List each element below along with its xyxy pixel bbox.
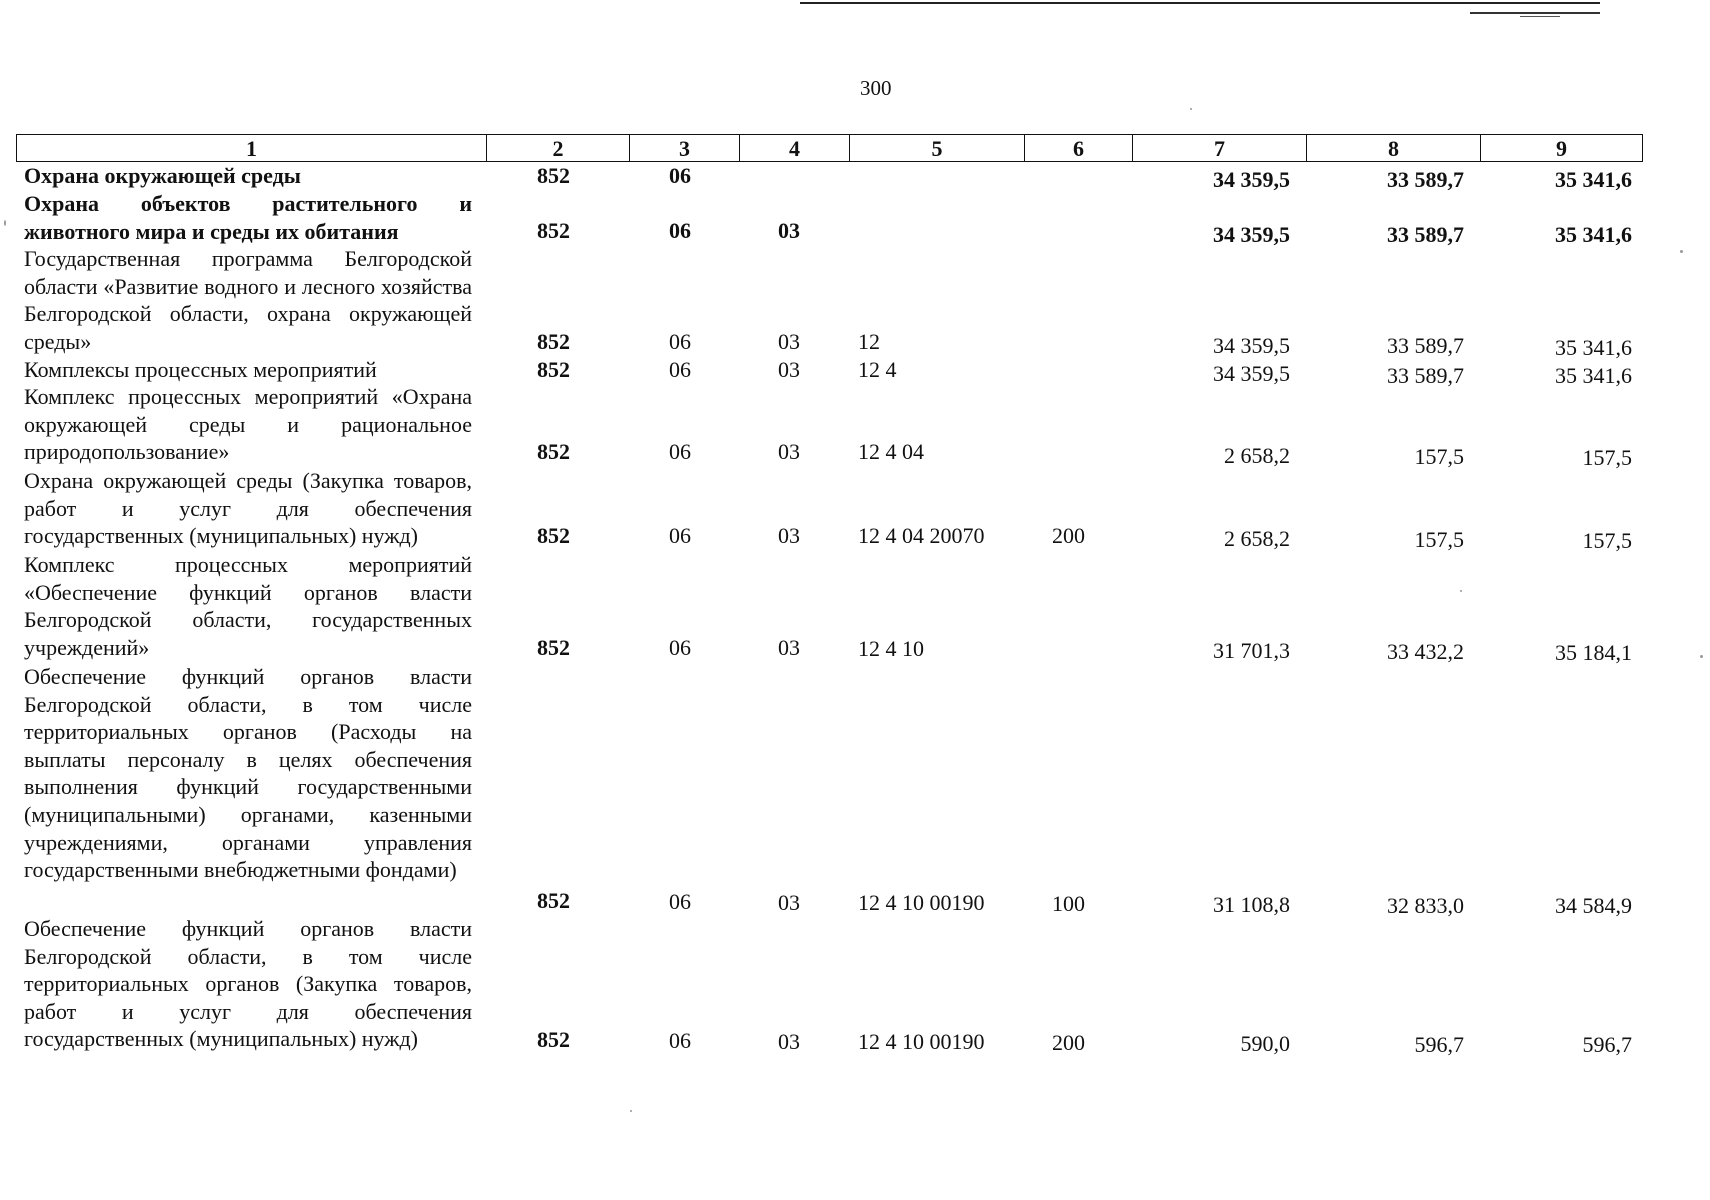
cell-col-9: 35 341,6: [1555, 363, 1632, 388]
cell-col-3: 06: [669, 218, 691, 243]
cell-col-2: 852: [537, 357, 570, 382]
cell-col-5: 12 4 10 00190: [858, 1029, 985, 1054]
cell-col-5: 12: [858, 329, 880, 354]
header-col-7: 7: [1133, 135, 1307, 162]
cell-col-4: 03: [778, 890, 800, 915]
header-col-1: 1: [17, 135, 487, 162]
header-col-8: 8: [1307, 135, 1481, 162]
cell-col-7: 31 108,8: [1213, 892, 1290, 917]
cell-col-8: 33 589,7: [1387, 333, 1464, 358]
row-description: Комплекс процессных мероприятий «Охрана окружающей среды и рациональное природопользование»: [24, 384, 472, 465]
cell-col-3: 06: [669, 1028, 691, 1053]
cell-col-2: 852: [537, 163, 570, 188]
cell-col-9: 35 341,6: [1555, 167, 1632, 192]
row-description: Государственная программа Белгородской области «Развитие водного и лесного хозяйства Белгородской области, охрана окружающей среды»: [24, 246, 472, 354]
cell-col-4: 03: [778, 1029, 800, 1054]
cell-col-4: 03: [778, 218, 800, 243]
scan-speck: [1460, 590, 1462, 592]
cell-col-9: 157,5: [1582, 528, 1632, 553]
cell-col-8: 157,5: [1414, 444, 1464, 469]
cell-col-6: 200: [1052, 523, 1085, 548]
header-col-9: 9: [1481, 135, 1643, 162]
header-col-2: 2: [487, 135, 630, 162]
cell-col-6: 100: [1052, 891, 1085, 916]
cell-col-7: 34 359,5: [1213, 222, 1290, 247]
cell-col-2: 852: [537, 888, 570, 913]
row-description: Обеспечение функций органов власти Белгородской области, в том числе территориальных органов (Закупка товаров, работ и услуг для обеспечения государственных (муниципальных) нужд): [24, 916, 472, 1052]
cell-col-7: 34 359,5: [1213, 361, 1290, 386]
cell-col-7: 34 359,5: [1213, 167, 1290, 192]
cell-col-5: 12 4 04: [858, 439, 924, 464]
cell-col-8: 157,5: [1414, 527, 1464, 552]
cell-col-7: 2 658,2: [1224, 443, 1290, 468]
scan-speck: [1680, 250, 1683, 253]
cell-col-8: 596,7: [1414, 1032, 1464, 1057]
cell-col-2: 852: [537, 439, 570, 464]
cell-col-3: 06: [669, 439, 691, 464]
row-description: Охрана объектов растительного и животного мира и среды их обитания: [24, 191, 472, 244]
cell-col-4: 03: [778, 329, 800, 354]
row-description: Комплексы процессных мероприятий: [24, 357, 377, 382]
cell-col-3: 06: [669, 329, 691, 354]
cell-col-3: 06: [669, 357, 691, 382]
cell-col-2: 852: [537, 218, 570, 243]
scan-speck: [1190, 108, 1192, 110]
scan-speck: [630, 1110, 632, 1112]
scan-speck: [1700, 655, 1703, 658]
cell-col-9: 35 341,6: [1555, 222, 1632, 247]
cell-col-3: 06: [669, 163, 691, 188]
cell-col-8: 33 589,7: [1387, 363, 1464, 388]
cell-col-5: 12 4: [858, 357, 897, 382]
cell-col-4: 03: [778, 523, 800, 548]
cell-col-7: 31 701,3: [1213, 638, 1290, 663]
cell-col-9: 34 584,9: [1555, 893, 1632, 918]
cell-col-2: 852: [537, 523, 570, 548]
cell-col-5: 12 4 10 00190: [858, 890, 985, 915]
cell-col-8: 33 432,2: [1387, 639, 1464, 664]
cell-col-3: 06: [669, 635, 691, 660]
cell-col-7: 2 658,2: [1224, 526, 1290, 551]
cell-col-4: 03: [778, 439, 800, 464]
cell-col-8: 32 833,0: [1387, 893, 1464, 918]
cell-col-2: 852: [537, 1027, 570, 1052]
row-description: Охрана окружающей среды: [24, 163, 301, 188]
cell-col-4: 03: [778, 635, 800, 660]
cell-col-9: 157,5: [1582, 445, 1632, 470]
cell-col-2: 852: [537, 329, 570, 354]
header-col-6: 6: [1025, 135, 1133, 162]
row-description: Обеспечение функций органов власти Белгородской области, в том числе территориальных органов (Расходы на выплаты персоналу в целях обеспечения выполнения функций государственными (муниципальными) органами, казенными учреждениями, органами управления государственными внебюджетными фондами): [24, 664, 472, 883]
header-col-5: 5: [850, 135, 1025, 162]
row-description: Комплекс процессных мероприятий «Обеспечение функций органов власти Белгородской области, государственных учреждений»: [24, 552, 472, 660]
header-col-4: 4: [740, 135, 850, 162]
row-description: Охрана окружающей среды (Закупка товаров, работ и услуг для обеспечения государственных (муниципальных) нужд): [24, 468, 472, 549]
cell-col-4: 03: [778, 357, 800, 382]
cell-col-5: 12 4 10: [858, 636, 924, 661]
cell-col-9: 35 341,6: [1555, 335, 1632, 360]
cell-col-9: 35 184,1: [1555, 640, 1632, 665]
scan-speck: [4, 220, 6, 226]
cell-col-8: 33 589,7: [1387, 222, 1464, 247]
cell-col-6: 200: [1052, 1030, 1085, 1055]
cell-col-5: 12 4 04 20070: [858, 523, 985, 548]
cell-col-3: 06: [669, 523, 691, 548]
page-number: 300: [860, 76, 892, 100]
cell-col-7: 34 359,5: [1213, 333, 1290, 358]
cell-col-9: 596,7: [1582, 1032, 1632, 1057]
cell-col-2: 852: [537, 635, 570, 660]
cell-col-3: 06: [669, 889, 691, 914]
header-col-3: 3: [630, 135, 740, 162]
cell-col-8: 33 589,7: [1387, 167, 1464, 192]
cell-col-7: 590,0: [1240, 1031, 1290, 1056]
